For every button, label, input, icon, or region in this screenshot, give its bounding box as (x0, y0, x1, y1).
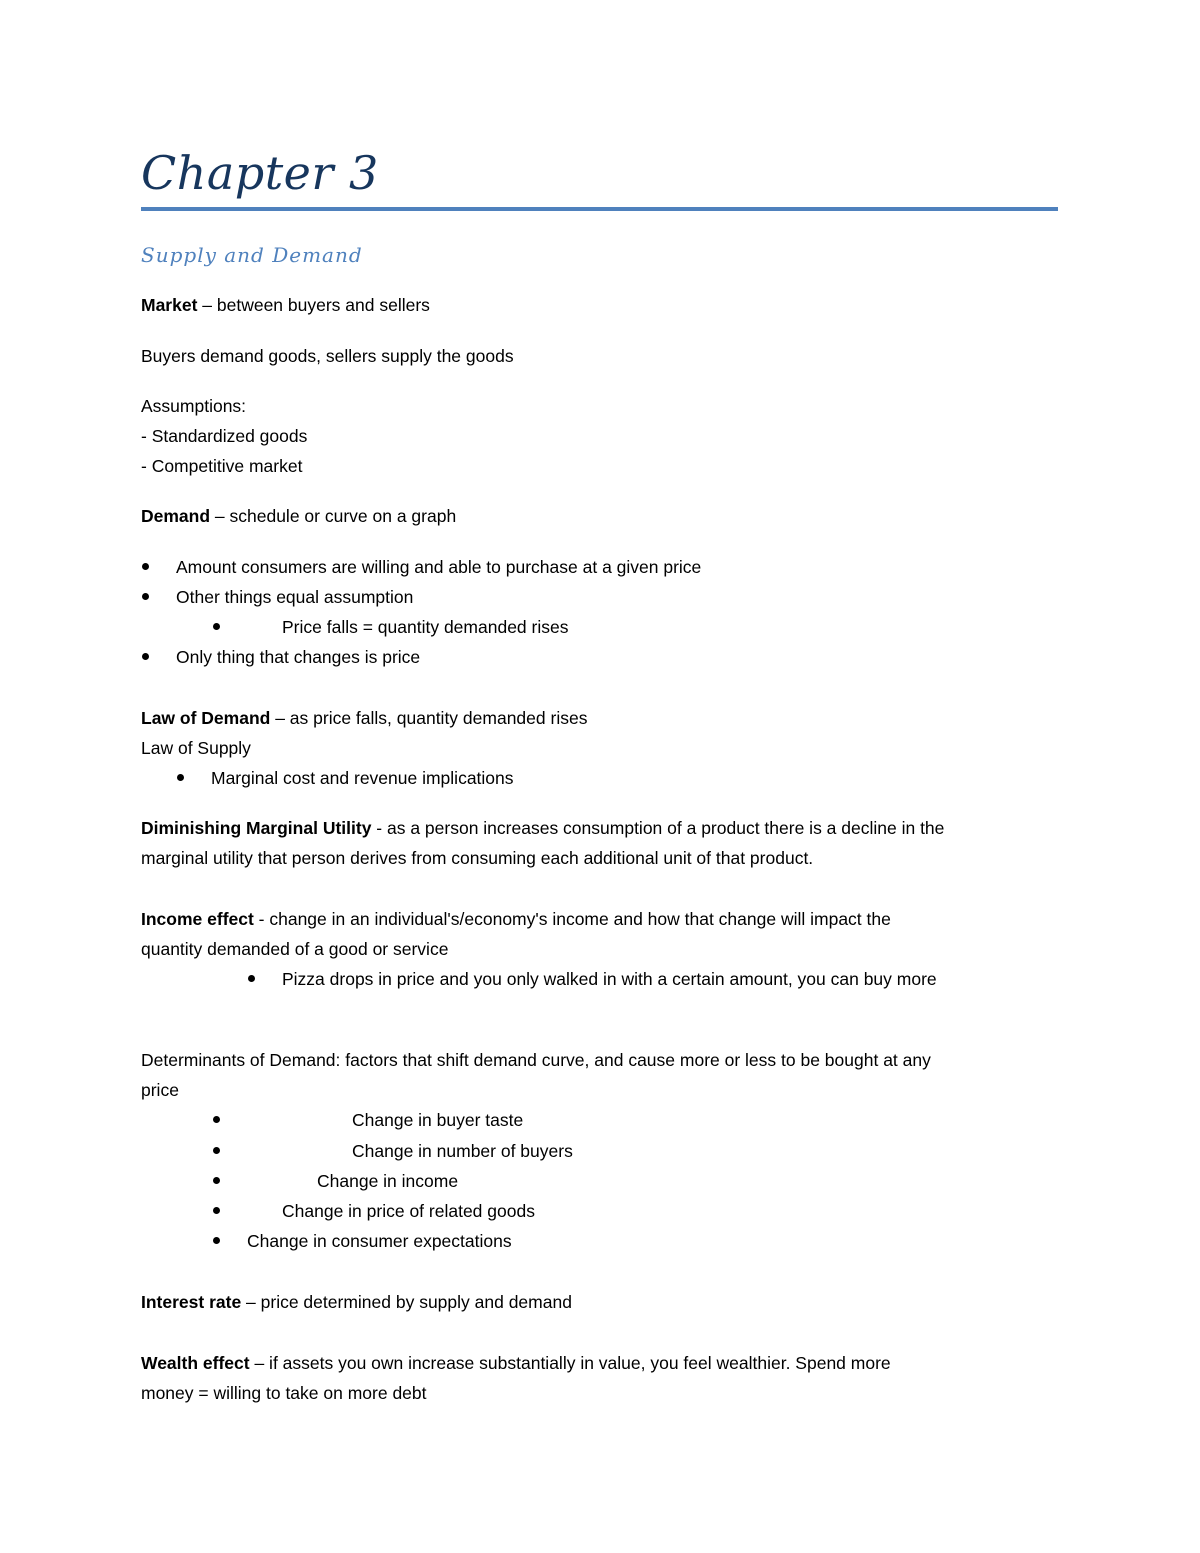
bullet-dot (142, 563, 149, 570)
wealth-effect-line1 (141, 1348, 891, 1378)
title-underline (141, 207, 1058, 211)
demand-term: Demand (141, 506, 211, 526)
determinant-bullet: Change in consumer expectations (247, 1231, 512, 1251)
demand-definition (141, 501, 456, 531)
market-term: Market (141, 295, 198, 315)
market-def: – between buyers and sellers (197, 295, 430, 315)
wealth-effect-def-line1: – if assets you own increase substantially in value, you feel wealthier. Spend more (249, 1353, 891, 1373)
bullet-dot (213, 1116, 220, 1123)
interest-rate-term: Interest rate (141, 1292, 242, 1312)
assumption-item: - Standardized goods (141, 426, 308, 446)
assumption-item: - Competitive market (141, 456, 303, 476)
bullet-dot (213, 1177, 220, 1184)
bullet-dot (213, 623, 220, 630)
determinants-line2: price (141, 1080, 179, 1100)
determinants-line1: Determinants of Demand: factors that shift demand curve, and cause more or less to be bought at any (141, 1050, 931, 1070)
buyers-line: Buyers demand goods, sellers supply the goods (141, 346, 514, 366)
law-of-demand-term: Law of Demand (141, 708, 271, 728)
demand-bullet: Amount consumers are willing and able to purchase at a given price (176, 557, 702, 577)
bullet-dot (177, 774, 184, 781)
dmu-definition-line1 (141, 813, 944, 843)
bullet-dot (213, 1147, 220, 1154)
income-effect-bullet: Pizza drops in price and you only walked in with a certain amount, you can buy more (282, 969, 937, 989)
determinant-bullet: Change in price of related goods (282, 1201, 535, 1221)
bullet-dot (142, 593, 149, 600)
bullet-dot (213, 1207, 220, 1214)
demand-def: – schedule or curve on a graph (210, 506, 457, 526)
income-effect-line2: quantity demanded of a good or service (141, 939, 449, 959)
market-definition (141, 290, 430, 320)
wealth-effect-term: Wealth effect (141, 1353, 250, 1373)
dmu-term: Diminishing Marginal Utility (141, 818, 372, 838)
wealth-effect-line2: money = willing to take on more debt (141, 1383, 427, 1403)
bullet-dot (248, 975, 255, 982)
demand-sub-bullet: Price falls = quantity demanded rises (282, 617, 569, 637)
demand-bullet: Only thing that changes is price (176, 647, 421, 667)
dmu-definition-line2: marginal utility that person derives from consuming each additional unit of that product. (141, 848, 814, 868)
law-of-supply-heading: Law of Supply (141, 738, 251, 758)
dmu-def-line1: - as a person increases consumption of a product there is a decline in the (371, 818, 945, 838)
determinant-bullet: Change in number of buyers (352, 1141, 573, 1161)
demand-bullet: Other things equal assumption (176, 587, 414, 607)
chapter-title: Chapter 3 (141, 146, 379, 200)
income-effect-def-line1: - change in an individual's/economy's income and how that change will impact the (253, 909, 891, 929)
bullet-dot (142, 653, 149, 660)
law-of-supply-bullet: Marginal cost and revenue implications (211, 768, 514, 788)
interest-rate-def: – price determined by supply and demand (241, 1292, 572, 1312)
determinant-bullet: Change in income (317, 1171, 459, 1191)
bullet-dot (213, 1237, 220, 1244)
assumptions-heading: Assumptions: (141, 396, 247, 416)
interest-rate-definition (141, 1287, 572, 1317)
income-effect-line1 (141, 904, 891, 934)
section-subtitle: Supply and Demand (141, 243, 363, 267)
income-effect-term: Income effect (141, 909, 254, 929)
law-of-demand-def: – as price falls, quantity demanded rises (270, 708, 588, 728)
law-of-demand (141, 703, 587, 733)
determinant-bullet: Change in buyer taste (352, 1110, 524, 1130)
